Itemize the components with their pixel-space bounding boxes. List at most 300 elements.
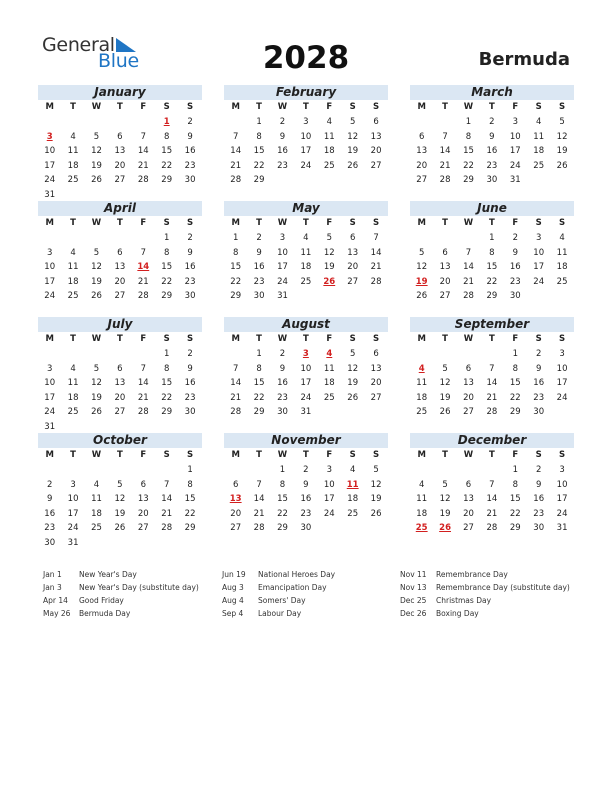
weekday-label: W — [463, 334, 474, 344]
month-title: January — [38, 85, 202, 100]
day-cell: 17 — [556, 494, 568, 504]
weekday-label: S — [349, 450, 356, 460]
day-cell: 20 — [439, 276, 451, 287]
weekday-label: M — [231, 218, 240, 228]
day-cell: 16 — [509, 262, 521, 272]
day-grid — [38, 114, 202, 210]
day-cell: 27 — [347, 276, 359, 287]
day-cell: 11 — [416, 494, 428, 504]
day-cell: 7 — [489, 479, 495, 490]
day-cell: 13 — [114, 146, 126, 156]
day-cell: 12 — [439, 378, 451, 388]
day-cell: 21 — [230, 392, 242, 403]
day-cell: 21 — [486, 508, 498, 519]
weekday-label: S — [372, 218, 380, 228]
day-cell: 31 — [44, 189, 56, 200]
logo-blue-text: Blue — [98, 50, 139, 72]
day-cell: 11 — [67, 262, 79, 272]
month-title: April — [38, 201, 202, 216]
day-cell: 26 — [370, 508, 382, 519]
day-cell: 12 — [370, 479, 382, 490]
day-cell: 8 — [163, 363, 170, 374]
day-cell: 6 — [117, 131, 123, 142]
day-cell: 7 — [256, 479, 262, 490]
holiday-entry-date: Dec 26 — [400, 609, 427, 618]
weekday-label: F — [512, 102, 519, 112]
weekday-label: F — [326, 334, 333, 344]
day-cell: 18 — [91, 508, 102, 519]
day-cell: 29 — [277, 523, 288, 533]
day-cell: 16 — [253, 262, 265, 272]
weekday-label: S — [349, 218, 356, 228]
day-cell: 30 — [509, 291, 521, 301]
day-cell: 25 — [67, 175, 79, 185]
month-august — [224, 317, 388, 442]
weekday-label: T — [442, 218, 448, 228]
day-cell: 1 — [163, 349, 170, 359]
weekday-label: T — [442, 334, 448, 344]
day-cell: 4 — [70, 131, 76, 142]
day-cell: 22 — [161, 276, 173, 287]
day-cell: 19 — [439, 392, 451, 403]
holiday-date: 26 — [439, 523, 451, 533]
day-cell: 23 — [300, 508, 312, 519]
day-cell: 18 — [323, 378, 335, 388]
day-cell: 25 — [300, 276, 312, 287]
day-cell: 3 — [279, 233, 286, 243]
day-cell: 22 — [253, 392, 265, 403]
year-title: 2028 — [262, 40, 350, 76]
day-cell: 20 — [114, 276, 126, 287]
weekday-label: W — [91, 218, 102, 228]
day-cell: 20 — [416, 160, 428, 171]
weekday-header — [224, 448, 388, 462]
day-cell: 26 — [347, 160, 359, 171]
day-cell: 6 — [373, 117, 379, 127]
day-cell: 22 — [184, 508, 196, 519]
day-cell: 12 — [556, 131, 568, 142]
day-cell: 30 — [253, 291, 265, 301]
day-cell: 28 — [137, 291, 149, 301]
weekday-label: W — [277, 450, 288, 460]
weekday-label: F — [140, 102, 147, 112]
day-cell: 28 — [486, 523, 498, 533]
day-cell: 15 — [463, 146, 474, 156]
weekday-header — [410, 100, 574, 114]
weekday-header — [410, 332, 574, 346]
day-grid — [224, 346, 388, 442]
day-cell: 21 — [486, 392, 498, 403]
weekday-label: T — [302, 218, 309, 228]
weekday-label: T — [488, 102, 495, 112]
weekday-header — [410, 448, 574, 462]
day-cell: 28 — [439, 175, 451, 185]
day-cell: 23 — [44, 523, 56, 533]
day-cell: 8 — [187, 479, 193, 490]
weekday-label: S — [372, 102, 380, 112]
day-cell: 29 — [184, 523, 196, 533]
day-cell: 7 — [373, 233, 379, 243]
day-cell: 27 — [370, 160, 382, 171]
day-cell: 22 — [463, 160, 474, 171]
day-cell: 11 — [416, 378, 428, 388]
day-cell: 6 — [465, 479, 472, 490]
weekday-label: M — [45, 218, 54, 228]
month-title: August — [224, 317, 388, 332]
day-cell: 17 — [300, 146, 312, 156]
day-cell: 7 — [140, 247, 146, 258]
holiday-entry — [222, 581, 407, 594]
weekday-label: T — [256, 334, 262, 344]
day-cell: 29 — [253, 175, 265, 185]
weekday-label: S — [163, 334, 170, 344]
day-cell: 21 — [137, 392, 149, 403]
day-cell: 1 — [465, 117, 472, 127]
day-cell: 8 — [279, 479, 286, 490]
day-cell: 30 — [533, 407, 545, 417]
day-cell: 29 — [463, 175, 474, 185]
weekday-label: M — [45, 450, 54, 460]
day-cell: 11 — [556, 247, 568, 258]
holiday-entry-date: Aug 4 — [222, 596, 244, 605]
day-cell: 28 — [253, 523, 265, 533]
day-cell: 24 — [300, 392, 312, 403]
day-cell: 22 — [486, 276, 498, 287]
day-cell: 13 — [137, 494, 149, 504]
month-may — [224, 201, 388, 326]
day-cell: 26 — [114, 523, 126, 533]
day-cell: 15 — [509, 378, 521, 388]
day-cell: 21 — [230, 160, 242, 171]
holiday-entry-name: Boxing Day — [436, 609, 479, 618]
holiday-entry-date: Sep 4 — [222, 609, 244, 618]
month-november — [224, 433, 388, 558]
day-cell: 11 — [67, 146, 79, 156]
weekday-label: S — [349, 334, 356, 344]
holiday-entry-date: May 26 — [43, 609, 71, 618]
day-cell: 7 — [140, 363, 146, 374]
day-cell: 15 — [253, 378, 265, 388]
day-cell: 14 — [253, 494, 265, 504]
day-cell: 5 — [93, 131, 100, 142]
day-cell: 14 — [439, 146, 451, 156]
day-cell: 15 — [161, 262, 173, 272]
day-cell: 24 — [300, 160, 312, 171]
day-cell: 18 — [67, 392, 79, 403]
day-cell: 3 — [303, 117, 309, 127]
day-cell: 11 — [300, 247, 312, 258]
day-cell: 29 — [230, 291, 242, 301]
day-cell: 12 — [416, 262, 428, 272]
day-grid — [38, 346, 202, 442]
day-cell: 20 — [114, 160, 126, 171]
day-cell: 9 — [512, 247, 518, 258]
holiday-entry-date: Jan 3 — [43, 583, 62, 592]
day-cell: 10 — [44, 146, 56, 156]
day-cell: 5 — [559, 117, 565, 127]
day-cell: 22 — [253, 160, 265, 171]
day-cell: 26 — [91, 291, 102, 301]
weekday-label: M — [231, 334, 240, 344]
day-cell: 8 — [465, 131, 472, 142]
day-cell: 19 — [91, 276, 102, 287]
holiday-entry-date: Jun 19 — [222, 570, 246, 579]
day-cell: 4 — [70, 363, 76, 374]
weekday-label: W — [277, 102, 288, 112]
day-cell: 14 — [161, 494, 173, 504]
day-cell: 9 — [279, 363, 286, 374]
month-september — [410, 317, 574, 442]
weekday-label: M — [417, 450, 426, 460]
day-cell: 22 — [509, 508, 521, 519]
holiday-entry — [43, 581, 228, 594]
day-cell: 25 — [347, 508, 359, 519]
day-cell: 28 — [137, 175, 149, 185]
day-grid — [224, 114, 388, 210]
day-cell: 6 — [349, 233, 356, 243]
month-title: February — [224, 85, 388, 100]
day-cell: 4 — [303, 233, 309, 243]
day-cell: 23 — [533, 508, 545, 519]
day-cell: 20 — [463, 392, 474, 403]
month-title: December — [410, 433, 574, 448]
day-cell: 1 — [187, 465, 193, 475]
day-cell: 24 — [323, 508, 335, 519]
day-cell: 5 — [117, 479, 123, 490]
day-cell: 16 — [184, 262, 196, 272]
day-cell: 3 — [46, 247, 53, 258]
day-cell: 3 — [559, 465, 565, 475]
month-june — [410, 201, 574, 326]
day-cell: 23 — [486, 160, 498, 171]
day-cell: 15 — [161, 146, 173, 156]
weekday-header — [224, 100, 388, 114]
holiday-date: 19 — [415, 276, 428, 287]
day-cell: 9 — [187, 131, 193, 142]
weekday-label: S — [558, 102, 566, 112]
day-cell: 15 — [161, 378, 173, 388]
day-cell: 23 — [533, 392, 545, 403]
day-cell: 17 — [300, 378, 312, 388]
month-april — [38, 201, 202, 326]
weekday-label: M — [45, 334, 54, 344]
holiday-entry — [400, 594, 570, 607]
day-cell: 1 — [256, 117, 262, 127]
day-cell: 21 — [161, 508, 173, 519]
holiday-entry-name: Remembrance Day (substitute day) — [436, 583, 570, 592]
day-cell: 2 — [489, 117, 495, 127]
holiday-entry — [43, 607, 228, 620]
weekday-label: F — [326, 218, 333, 228]
day-cell: 2 — [512, 233, 518, 243]
day-cell: 29 — [509, 407, 521, 417]
day-cell: 20 — [347, 262, 359, 272]
day-cell: 8 — [232, 247, 239, 258]
holiday-entry — [400, 581, 570, 594]
weekday-label: W — [277, 218, 288, 228]
day-cell: 3 — [70, 479, 76, 490]
weekday-label: S — [349, 102, 356, 112]
holiday-date: 13 — [229, 494, 242, 504]
weekday-header — [38, 332, 202, 346]
day-cell: 24 — [556, 508, 568, 519]
day-cell: 6 — [140, 479, 146, 490]
day-cell: 6 — [465, 363, 472, 374]
month-title: July — [38, 317, 202, 332]
day-cell: 3 — [535, 233, 542, 243]
day-cell: 25 — [556, 276, 568, 287]
day-cell: 14 — [486, 494, 498, 504]
day-cell: 6 — [117, 247, 123, 258]
weekday-label: T — [70, 218, 76, 228]
day-cell: 24 — [509, 160, 521, 171]
day-cell: 12 — [347, 363, 359, 374]
day-cell: 9 — [535, 479, 542, 490]
day-cell: 5 — [349, 349, 356, 359]
weekday-label: T — [442, 102, 448, 112]
month-july — [38, 317, 202, 442]
day-cell: 29 — [253, 407, 265, 417]
holiday-entry — [43, 568, 228, 581]
day-cell: 6 — [232, 479, 239, 490]
day-cell: 17 — [533, 262, 545, 272]
weekday-label: T — [302, 102, 309, 112]
day-cell: 18 — [300, 262, 312, 272]
day-cell: 16 — [44, 508, 56, 519]
day-cell: 10 — [556, 363, 568, 374]
day-grid — [410, 230, 574, 326]
day-cell: 20 — [230, 508, 242, 519]
day-cell: 29 — [161, 175, 173, 185]
day-cell: 19 — [439, 508, 451, 519]
day-cell: 7 — [232, 131, 239, 142]
holiday-entry-name: Labour Day — [258, 609, 302, 618]
day-cell: 17 — [323, 494, 335, 504]
day-cell: 4 — [326, 117, 332, 127]
holiday-entry-date: Apr 14 — [43, 596, 68, 605]
weekday-label: T — [116, 450, 123, 460]
day-cell: 16 — [533, 378, 545, 388]
day-cell: 27 — [463, 523, 474, 533]
day-cell: 12 — [91, 262, 102, 272]
holiday-entry-name: Good Friday — [79, 596, 124, 605]
day-cell: 24 — [533, 276, 545, 287]
day-cell: 9 — [535, 363, 542, 374]
day-cell: 18 — [67, 276, 79, 287]
day-cell: 2 — [187, 349, 193, 359]
day-cell: 7 — [140, 131, 146, 142]
month-october — [38, 433, 202, 558]
month-december — [410, 433, 574, 558]
day-cell: 13 — [114, 262, 126, 272]
day-cell: 15 — [509, 494, 521, 504]
holiday-entry-name: Christmas Day — [436, 596, 492, 605]
day-cell: 10 — [509, 131, 521, 142]
day-cell: 29 — [486, 291, 498, 301]
day-grid — [410, 114, 574, 210]
day-cell: 13 — [347, 247, 359, 258]
holiday-entry-date: Nov 13 — [400, 583, 427, 592]
weekday-header — [38, 100, 202, 114]
day-cell: 22 — [509, 392, 521, 403]
weekday-label: T — [302, 334, 309, 344]
weekday-label: S — [186, 218, 194, 228]
day-cell: 14 — [463, 262, 474, 272]
day-cell: 15 — [184, 494, 196, 504]
month-february — [224, 85, 388, 210]
weekday-label: M — [417, 218, 426, 228]
weekday-label: W — [463, 102, 474, 112]
day-cell: 17 — [556, 378, 568, 388]
day-cell: 2 — [187, 233, 193, 243]
day-cell: 31 — [277, 291, 288, 301]
weekday-label: S — [372, 450, 380, 460]
day-cell: 15 — [230, 262, 242, 272]
holiday-date: 14 — [137, 262, 150, 272]
weekday-label: S — [186, 450, 194, 460]
day-cell: 30 — [184, 175, 196, 185]
day-cell: 25 — [67, 407, 79, 417]
day-cell: 28 — [161, 523, 173, 533]
day-cell: 21 — [253, 508, 265, 519]
day-cell: 1 — [256, 349, 262, 359]
day-cell: 13 — [463, 494, 474, 504]
day-cell: 12 — [91, 146, 102, 156]
day-cell: 15 — [486, 262, 498, 272]
day-cell: 1 — [279, 465, 286, 475]
day-cell: 6 — [373, 349, 379, 359]
day-cell: 28 — [463, 291, 474, 301]
day-cell: 31 — [509, 175, 521, 185]
day-cell: 24 — [277, 276, 288, 287]
day-cell: 18 — [347, 494, 359, 504]
day-cell: 31 — [556, 523, 568, 533]
holiday-entry-date: Aug 3 — [222, 583, 244, 592]
day-cell: 4 — [70, 247, 76, 258]
day-cell: 12 — [323, 247, 335, 258]
weekday-label: S — [163, 450, 170, 460]
weekday-label: M — [231, 450, 240, 460]
weekday-label: W — [463, 450, 474, 460]
day-cell: 18 — [67, 160, 79, 171]
day-cell: 22 — [161, 392, 173, 403]
day-cell: 8 — [489, 247, 495, 258]
day-cell: 28 — [370, 276, 382, 287]
day-cell: 4 — [559, 233, 565, 243]
weekday-label: M — [417, 334, 426, 344]
day-cell: 30 — [486, 175, 498, 185]
weekday-label: F — [512, 218, 519, 228]
day-cell: 25 — [533, 160, 545, 171]
day-cell: 12 — [91, 378, 102, 388]
day-cell: 13 — [114, 378, 126, 388]
day-cell: 26 — [347, 392, 359, 403]
day-cell: 19 — [347, 146, 359, 156]
day-cell: 10 — [67, 494, 79, 504]
holiday-entry-name: National Heroes Day — [258, 570, 336, 579]
day-cell: 28 — [230, 407, 242, 417]
day-cell: 18 — [533, 146, 545, 156]
day-grid — [410, 462, 574, 558]
day-cell: 16 — [184, 146, 196, 156]
holiday-date: 4 — [418, 363, 425, 374]
day-cell: 10 — [323, 479, 335, 490]
day-cell: 29 — [161, 407, 173, 417]
day-cell: 25 — [91, 523, 102, 533]
weekday-label: F — [326, 450, 333, 460]
weekday-label: W — [277, 334, 288, 344]
day-cell: 5 — [442, 479, 448, 490]
